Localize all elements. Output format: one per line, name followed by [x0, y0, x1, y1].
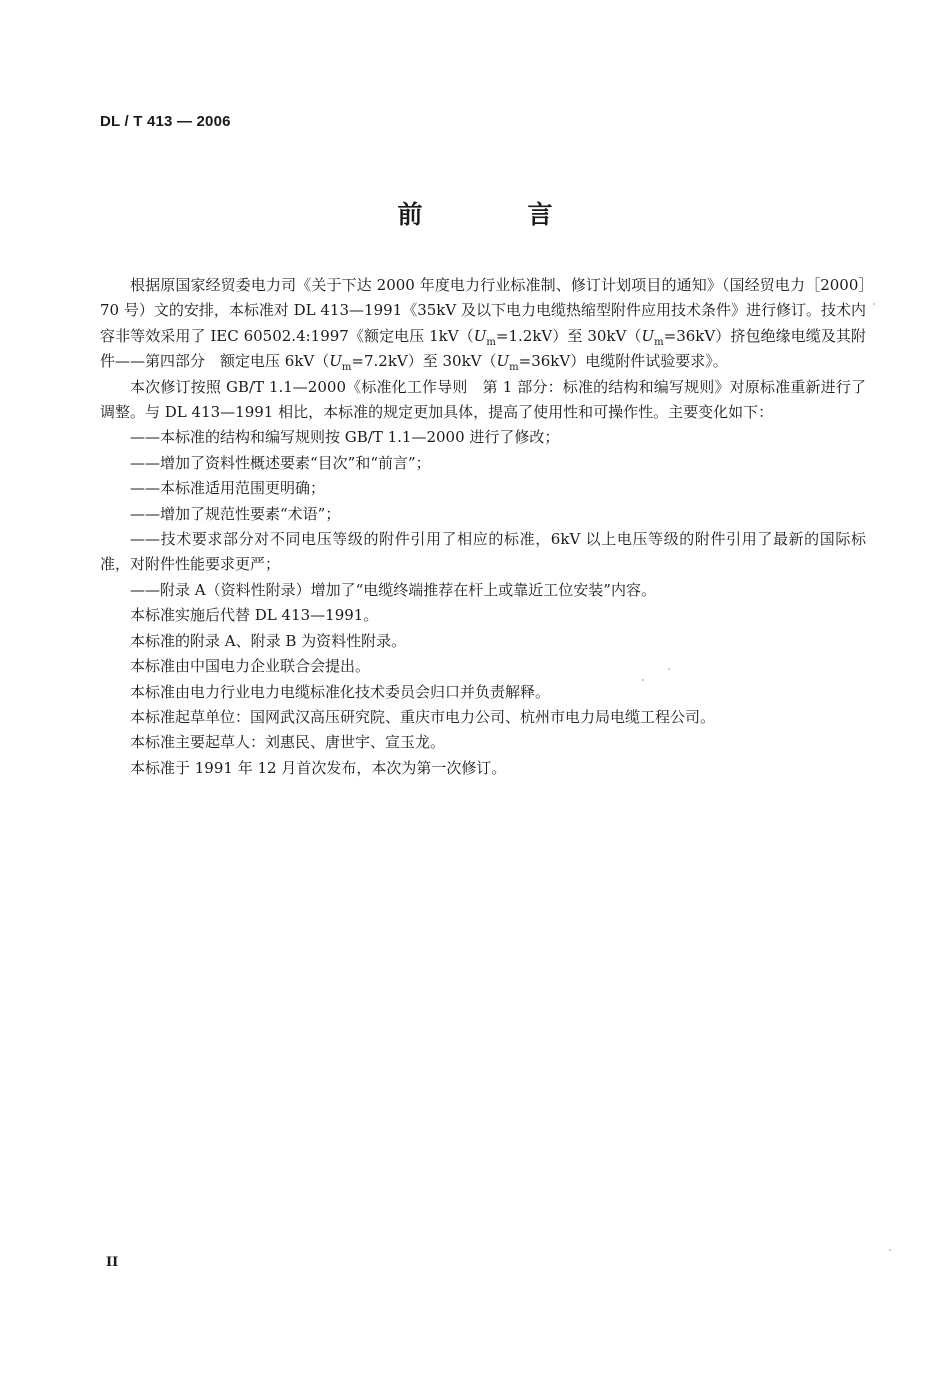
text-run: 本标准主要起草人：刘惠民、唐世宇、宣玉龙。: [130, 733, 446, 752]
text-run: U: [496, 352, 510, 371]
text-run: 本标准于 1991 年 12 月首次发布，本次为第一次修订。: [130, 758, 507, 777]
paragraph: [100, 654, 866, 679]
list-item: [100, 451, 866, 476]
paragraph: [100, 705, 866, 730]
text-run: 本次修订按照 GB/T 1.1—2000《标准化工作导则 第 1 部分：标准的结构和编写规则》对原标准重新进行了调整。与 DL 413—1991 相比，本标准的规定更加具体，提高了使用性和可操作性。主要变化如下：: [100, 377, 866, 422]
paragraph: [100, 730, 866, 755]
text-run: m: [341, 362, 352, 374]
scan-speck: [668, 668, 670, 670]
text-run: m: [486, 336, 496, 348]
text-run: m: [654, 336, 664, 348]
text-run: ——增加了规范性要素“术语”；: [130, 504, 341, 523]
text-run: =36kV）电缆附件试验要求》。: [518, 352, 728, 371]
text-run: 本标准起草单位：国网武汉高压研究院、重庆市电力公司、杭州市电力局电缆工程公司。: [130, 707, 716, 726]
foreword-body: [100, 273, 866, 781]
scan-speck: [642, 679, 644, 681]
text-run: 本标准由电力行业电力电缆标准化技术委员会归口并负责解释。: [130, 682, 551, 701]
paragraph: [100, 603, 866, 628]
paragraph: [100, 629, 866, 654]
text-run: ——本标准适用范围更明确；: [130, 479, 326, 498]
text-run: =7.2kV）至 30kV（: [351, 352, 497, 371]
text-run: ——本标准的结构和编写规则按 GB/T 1.1—2000 进行了修改；: [130, 428, 560, 447]
text-run: 本标准实施后代替 DL 413—1991。: [130, 606, 379, 625]
text-run: =1.2kV）至 30kV（: [495, 326, 642, 345]
text-run: 本标准的附录 A、附录 B 为资料性附录。: [130, 631, 407, 650]
text-run: 根据原国家经贸委电力司《关于下达 2000 年度电力行业标准制、修订计划项目的通知》（国经贸电力［2000］70 号）文的安排，本标准对 DL 413—1991《35kV 及以下电力电缆热缩型附件应用技术条件》进行修订。技术内容非等效采用了 IEC 60502.4:1997《额定电压 1kV（: [100, 276, 866, 345]
scan-speck: [873, 303, 875, 305]
paragraph: [100, 680, 866, 705]
text-run: ——技术要求部分对不同电压等级的附件引用了相应的标准，6kV 以上电压等级的附件引用了最新的国际标准，对附件性能要求更严；: [100, 530, 866, 574]
list-item: [100, 578, 866, 603]
list-item: [100, 425, 866, 450]
list-item: [100, 476, 866, 501]
standard-code-header: DL / T 413 — 2006: [100, 113, 231, 130]
list-item: [100, 527, 866, 578]
text-run: U: [641, 326, 655, 345]
page-number: II: [106, 1255, 119, 1270]
paragraph: [100, 375, 866, 426]
text-run: U: [329, 352, 342, 371]
paragraph: [100, 273, 866, 375]
text-run: =36kV）挤包绝缘电缆及其附件——第四部分 额定电压 6kV（: [100, 326, 866, 371]
paragraph: [100, 756, 866, 781]
text-run: ——增加了资料性概述要素“目次”和“前言”；: [130, 453, 431, 472]
section-title: 前 言: [397, 200, 593, 229]
list-item: [100, 502, 866, 527]
text-run: m: [509, 362, 519, 374]
text-run: U: [473, 326, 487, 345]
text-run: ——附录 A（资料性附录）增加了“电缆终端推荐在杆上或靠近工位安装”内容。: [130, 580, 656, 599]
scan-speck: [889, 1249, 891, 1251]
text-run: 本标准由中国电力企业联合会提出。: [130, 657, 371, 676]
